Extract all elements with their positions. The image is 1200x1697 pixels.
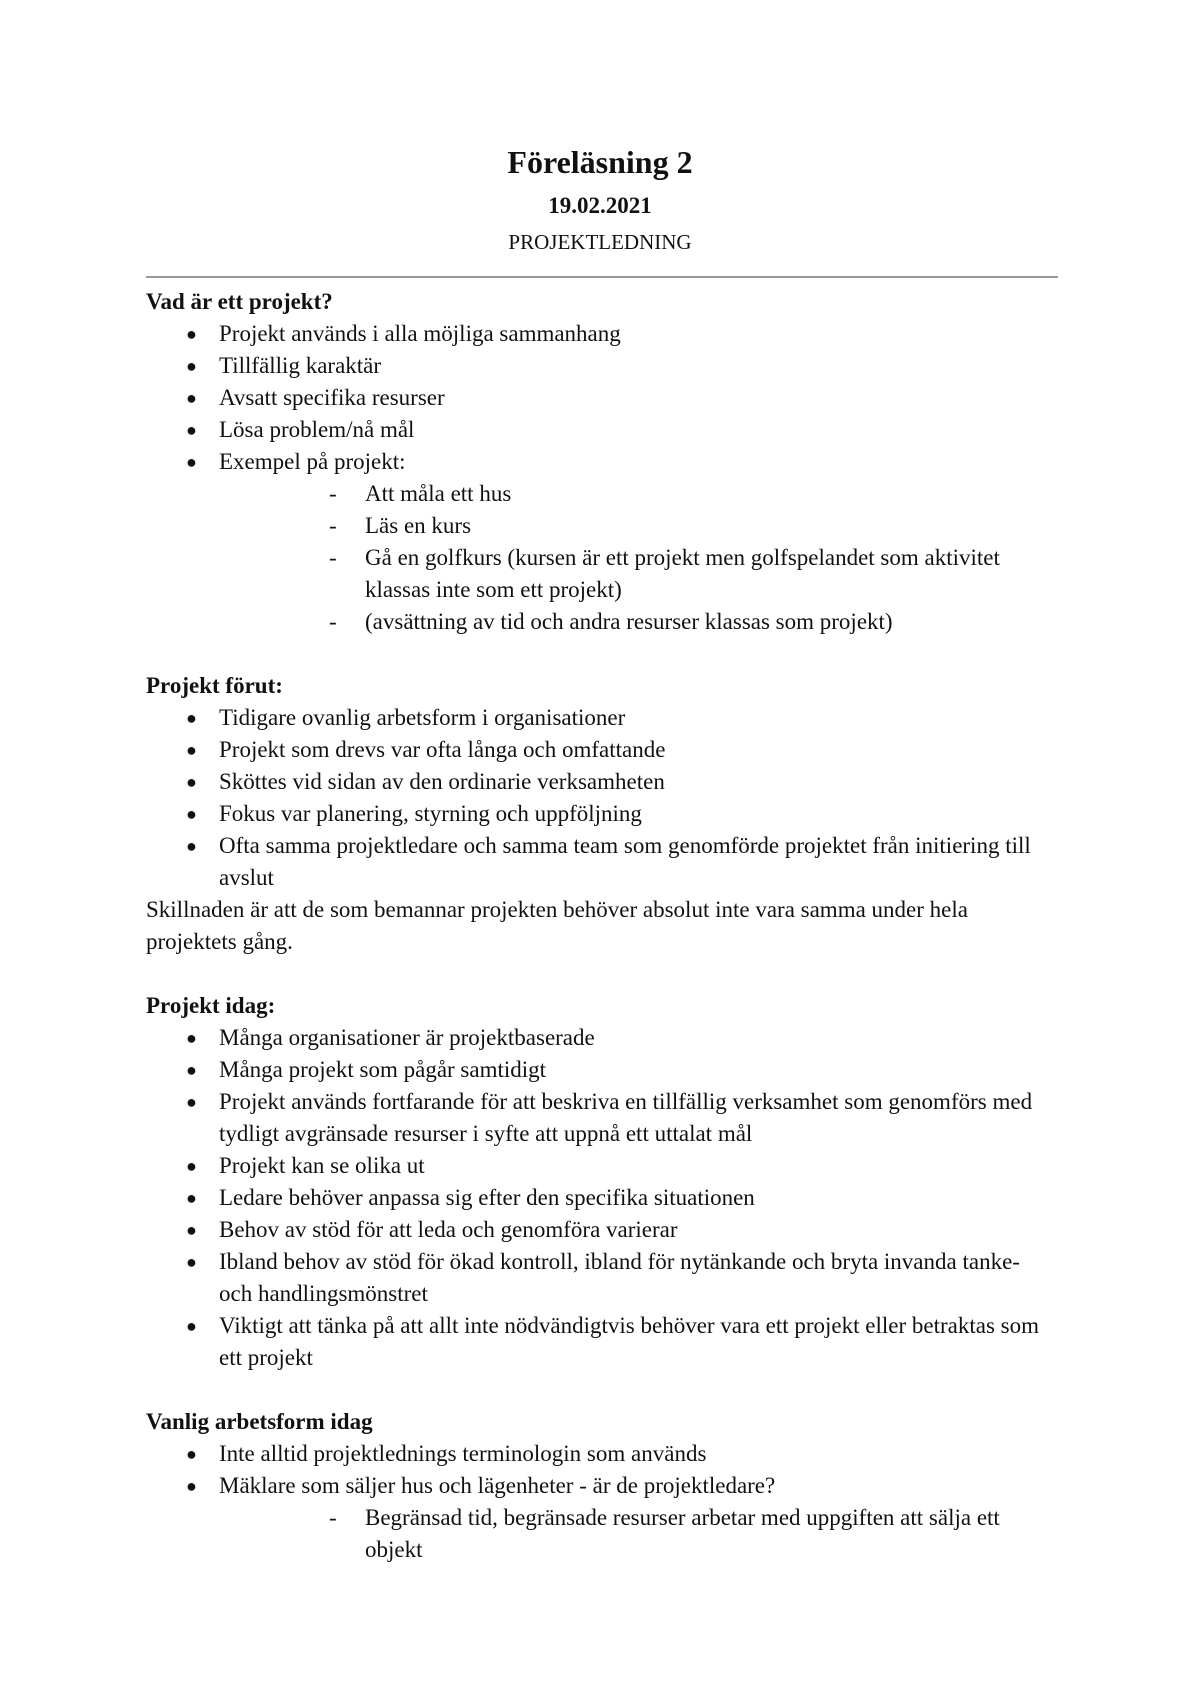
bullet-icon: ● <box>186 1188 197 1208</box>
bullet-icon: ● <box>186 1476 197 1496</box>
bullet-icon: ● <box>186 1316 197 1336</box>
list-item-text: Sköttes vid sidan av den ordinarie verksamheten <box>219 769 665 794</box>
bullet-icon: ● <box>186 804 197 824</box>
bullet-icon: ● <box>186 356 197 376</box>
list-item <box>146 1182 1058 1214</box>
list-item <box>146 414 1058 446</box>
list-item <box>146 734 1058 766</box>
list-item <box>146 1470 1058 1566</box>
bullet-icon: ● <box>186 772 197 792</box>
bullet-icon: ● <box>186 1444 197 1464</box>
list-item <box>146 1310 1058 1374</box>
sub-list-item-text: Att måla ett hus <box>365 481 512 506</box>
sub-list-item <box>219 542 1058 606</box>
list-item-text: Projekt kan se olika ut <box>219 1153 425 1178</box>
dash-icon: - <box>329 609 337 634</box>
bullet-list <box>146 702 1058 894</box>
bullet-icon: ● <box>186 324 197 344</box>
sub-list-item <box>219 478 1058 510</box>
list-item-text: Tillfällig karaktär <box>219 353 382 378</box>
list-item <box>146 382 1058 414</box>
bullet-icon: ● <box>186 1092 197 1112</box>
list-item-text: Många organisationer är projektbaserade <box>219 1025 595 1050</box>
list-item-text: Behov av stöd för att leda och genomföra varierar <box>219 1217 678 1242</box>
bullet-icon: ● <box>186 388 197 408</box>
list-item-text: Lösa problem/nå mål <box>219 417 415 442</box>
list-item-text: Ibland behov av stöd för ökad kontroll, ibland för nytänkande och bryta invanda tanke- och handlingsmönstret <box>219 1249 1020 1306</box>
bullet-icon: ● <box>186 420 197 440</box>
sub-list-item <box>219 606 1058 638</box>
list-item <box>146 798 1058 830</box>
list-item-text: Avsatt specifika resurser <box>219 385 445 410</box>
lecture-date: 19.02.2021 <box>548 193 652 218</box>
bullet-icon: ● <box>186 1028 197 1048</box>
list-item-text: Viktigt att tänka på att allt inte nödvändigtvis behöver vara ett projekt eller betraktas som ett projekt <box>219 1313 1039 1370</box>
list-item <box>146 1022 1058 1054</box>
list-item-text: Projekt används i alla möjliga sammanhang <box>219 321 621 346</box>
bullet-list <box>146 318 1058 638</box>
section-heading: Vad är ett projekt? <box>146 289 333 314</box>
list-item <box>146 1054 1058 1086</box>
section-heading: Projekt idag: <box>146 993 276 1018</box>
document-header <box>0 138 1200 258</box>
section-spacer <box>146 958 1058 990</box>
section-heading: Vanlig arbetsform idag <box>146 1409 373 1434</box>
section <box>146 1406 1058 1566</box>
dash-icon: - <box>329 1505 337 1530</box>
document-body <box>146 286 1058 1566</box>
bullet-icon: ● <box>186 708 197 728</box>
dash-icon: - <box>329 481 337 506</box>
list-item <box>146 830 1058 894</box>
bullet-icon: ● <box>186 1060 197 1080</box>
paragraph: Skillnaden är att de som bemannar projekten behöver absolut inte vara samma under hela projektets gång. <box>146 897 968 954</box>
sub-list-item-text: Begränsad tid, begränsade resurser arbetar med uppgiften att sälja ett objekt <box>365 1505 1000 1562</box>
list-item-text: Projekt som drevs var ofta långa och omfattande <box>219 737 666 762</box>
sub-list-item-text: (avsättning av tid och andra resurser klassas som projekt) <box>365 609 893 634</box>
section-spacer <box>146 1374 1058 1406</box>
sub-list-item-text: Läs en kurs <box>365 513 472 538</box>
list-item-text: Projekt används fortfarande för att beskriva en tillfällig verksamhet som genomförs med tydligt avgränsade resurser i syfte att uppnå ett uttalat mål <box>219 1089 1033 1146</box>
bullet-icon: ● <box>186 1252 197 1272</box>
list-item <box>146 350 1058 382</box>
course-subtitle: PROJEKTLEDNING <box>508 230 692 254</box>
bullet-icon: ● <box>186 1156 197 1176</box>
dash-icon: - <box>329 513 337 538</box>
section <box>146 286 1058 638</box>
list-item-text: Mäklare som säljer hus och lägenheter - är de projektledare? <box>219 1473 776 1498</box>
bullet-list <box>146 1022 1058 1374</box>
list-item-text: Fokus var planering, styrning och uppföljning <box>219 801 642 826</box>
sub-list-item <box>219 510 1058 542</box>
list-item <box>146 318 1058 350</box>
list-item <box>146 1438 1058 1470</box>
bullet-icon: ● <box>186 740 197 760</box>
list-item-text: Ofta samma projektledare och samma team som genomförde projektet från initiering till avslut <box>219 833 1031 890</box>
list-item-text: Tidigare ovanlig arbetsform i organisationer <box>219 705 626 730</box>
sub-list-item <box>219 1502 1058 1566</box>
bullet-list <box>146 1438 1058 1566</box>
list-item-text: Många projekt som pågår samtidigt <box>219 1057 547 1082</box>
section-spacer <box>146 638 1058 670</box>
bullet-icon: ● <box>186 836 197 856</box>
list-item-text: Exempel på projekt: <box>219 449 406 474</box>
list-item <box>146 766 1058 798</box>
list-item <box>146 1246 1058 1310</box>
sub-list <box>219 478 1058 638</box>
dash-icon: - <box>329 545 337 570</box>
section <box>146 990 1058 1374</box>
list-item <box>146 1150 1058 1182</box>
horizontal-divider <box>146 276 1058 278</box>
section <box>146 670 1058 958</box>
section-heading: Projekt förut: <box>146 673 283 698</box>
page-title: Föreläsning 2 <box>507 144 693 180</box>
list-item <box>146 1086 1058 1150</box>
list-item <box>146 1214 1058 1246</box>
list-item <box>146 702 1058 734</box>
list-item-text: Ledare behöver anpassa sig efter den specifika situationen <box>219 1185 755 1210</box>
list-item-text: Inte alltid projektlednings terminologin som används <box>219 1441 707 1466</box>
list-item <box>146 446 1058 638</box>
bullet-icon: ● <box>186 1220 197 1240</box>
sub-list <box>219 1502 1058 1566</box>
bullet-icon: ● <box>186 452 197 472</box>
sub-list-item-text: Gå en golfkurs (kursen är ett projekt men golfspelandet som aktivitet klassas inte som ett projekt) <box>365 545 1000 602</box>
